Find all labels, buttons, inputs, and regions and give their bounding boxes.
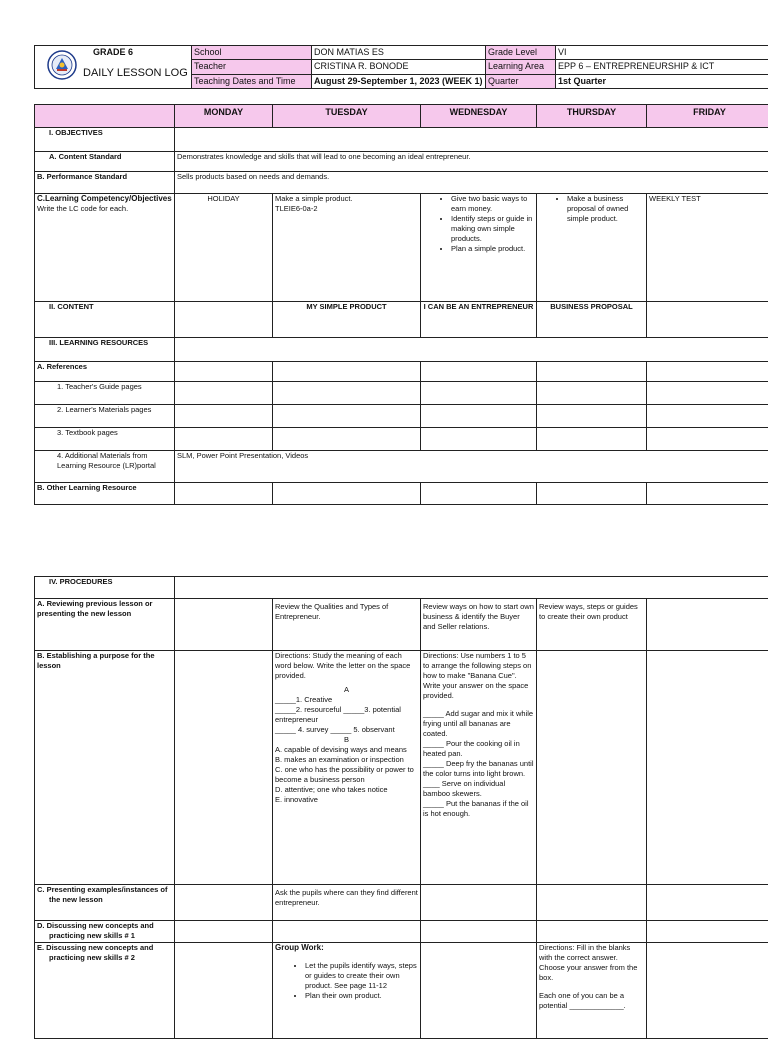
list-item: • Identify steps or guide in making own simple products. bbox=[451, 214, 534, 244]
teacher-label: Teacher bbox=[192, 60, 312, 74]
procedure-a-thursday: Review ways, steps or guides to create their own product bbox=[537, 599, 647, 651]
grade-level-value: VI bbox=[556, 46, 768, 60]
procedure-c-tuesday: Ask the pupils where can they find different entrepreneur. bbox=[273, 885, 421, 921]
b-tue-col-b: B bbox=[275, 735, 418, 745]
content-heading: II. CONTENT bbox=[35, 302, 175, 338]
school-label: School bbox=[192, 46, 312, 60]
deped-seal-icon bbox=[47, 50, 77, 80]
objectives-heading: I. OBJECTIVES bbox=[35, 128, 175, 152]
header-table bbox=[34, 45, 768, 89]
tuesday-competency bbox=[273, 194, 421, 302]
procedure-c-label: C. Presenting examples/instances of the new lesson bbox=[35, 885, 175, 921]
procedure-a-label: A. Reviewing previous lesson or presenting the new lesson bbox=[35, 599, 175, 651]
textbook-label: 3. Textbook pages bbox=[35, 428, 175, 451]
grade-level-label: Grade Level bbox=[486, 46, 556, 60]
group-work-title: Group Work: bbox=[275, 943, 418, 953]
learning-area-label: Learning Area bbox=[486, 60, 556, 74]
procedure-b-tuesday bbox=[273, 651, 421, 885]
procedures-heading: IV. PROCEDURES bbox=[35, 577, 175, 599]
e-thu-directions: Directions: Fill in the blanks with the correct answer. Choose your answer from the box. bbox=[539, 943, 644, 983]
performance-standard-value: Sells products based on needs and demands. bbox=[175, 172, 768, 194]
procedures-table bbox=[34, 576, 768, 1039]
monday-holiday: HOLIDAY bbox=[175, 194, 273, 302]
wednesday-competency bbox=[421, 194, 537, 302]
procedure-b-wednesday bbox=[421, 651, 537, 885]
lesson-log-table bbox=[34, 104, 768, 505]
learning-area-value: EPP 6 – ENTREPRENEURSHIP & ICT bbox=[556, 60, 768, 74]
list-item: • Give two basic ways to earn money. bbox=[451, 194, 534, 214]
tuesday-competency-code: TLEIE6-0a-2 bbox=[275, 204, 418, 214]
content-tuesday: MY SIMPLE PRODUCT bbox=[273, 302, 421, 338]
additional-materials-label: 4. Additional Materials from Learning Resource (LR)portal bbox=[35, 451, 175, 483]
procedure-d-label: D. Discussing new concepts and practicing new skills # 1 bbox=[35, 921, 175, 943]
day-wednesday: WEDNESDAY bbox=[421, 105, 537, 128]
b-tue-line1: _____1. Creative bbox=[275, 695, 418, 705]
days-header-row bbox=[35, 105, 768, 128]
list-item: • Plan a simple product. bbox=[451, 244, 534, 254]
e-thu-sentence: Each one of you can be a potential _____________. bbox=[539, 991, 644, 1011]
teachers-guide-label: 1. Teacher's Guide pages bbox=[35, 382, 175, 405]
b-tue-option-e: E. innovative bbox=[275, 795, 418, 805]
procedure-e-label: E. Discussing new concepts and practicing new skills # 2 bbox=[35, 943, 175, 1039]
b-wed-step1: _____ Add sugar and mix it while frying until all bananas are coated. bbox=[423, 709, 534, 739]
header-logo-cell bbox=[35, 46, 192, 89]
friday-weekly-test: WEEKLY TEST bbox=[647, 194, 768, 302]
list-item: • Make a business proposal of owned simple product. bbox=[567, 194, 644, 224]
dates-label: Teaching Dates and Time bbox=[192, 74, 312, 88]
competency-label-cell bbox=[35, 194, 175, 302]
competency-label: C.Learning Competency/Objectives bbox=[37, 194, 172, 204]
b-wed-step3: _____ Deep fry the bananas until the color turns into light brown. bbox=[423, 759, 534, 779]
b-wed-intro: Directions: Use numbers 1 to 5 to arrange the following steps on how to make "Banana Cue". Write your answer on the space provided. bbox=[423, 651, 534, 701]
dates-value: August 29-September 1, 2023 (WEEK 1) bbox=[312, 74, 486, 88]
procedure-e-tuesday bbox=[273, 943, 421, 1039]
content-standard-label: A. Content Standard bbox=[35, 152, 175, 172]
teacher-value: CRISTINA R. BONODE bbox=[312, 60, 486, 74]
b-tue-option-b: B. makes an examination or inspection bbox=[275, 755, 418, 765]
day-monday: MONDAY bbox=[175, 105, 273, 128]
competency-note: Write the LC code for each. bbox=[37, 204, 172, 214]
procedure-e-thursday bbox=[537, 943, 647, 1039]
learning-resources-heading: III. LEARNING RESOURCES bbox=[35, 338, 175, 362]
performance-standard-label: B. Performance Standard bbox=[35, 172, 175, 194]
day-friday: FRIDAY bbox=[647, 105, 768, 128]
list-item: • Let the pupils identify ways, steps or guides to create their own product. See page 11-12 bbox=[305, 961, 418, 991]
b-tue-intro: Directions: Study the meaning of each word below. Write the letter on the space provided. bbox=[275, 651, 418, 681]
b-tue-option-c: C. one who has the possibility or power to become a business person bbox=[275, 765, 418, 785]
additional-materials-value: SLM, Power Point Presentation, Videos bbox=[175, 451, 768, 483]
day-thursday: THURSDAY bbox=[537, 105, 647, 128]
other-resources-label: B. Other Learning Resource bbox=[35, 483, 175, 505]
grade-label: GRADE 6 bbox=[35, 46, 191, 58]
procedure-a-tuesday: Review the Qualities and Types of Entrepreneur. bbox=[273, 599, 421, 651]
quarter-label: Quarter bbox=[486, 74, 556, 88]
b-wed-step2: _____ Pour the cooking oil in heated pan. bbox=[423, 739, 534, 759]
procedure-a-wednesday: Review ways on how to start own business & identify the Buyer and Seller relations. bbox=[421, 599, 537, 651]
b-tue-line3: _____ 4. survey _____ 5. observant bbox=[275, 725, 418, 735]
tuesday-competency-line1: Make a simple product. bbox=[275, 194, 418, 204]
day-tuesday: TUESDAY bbox=[273, 105, 421, 128]
content-standard-value: Demonstrates knowledge and skills that will lead to one becoming an ideal entrepreneur. bbox=[175, 152, 768, 172]
list-item: • Plan their own product. bbox=[305, 991, 418, 1001]
b-tue-line2: _____2. resourceful _____3. potential entrepreneur bbox=[275, 705, 418, 725]
references-label: A. References bbox=[35, 362, 175, 382]
quarter-value: 1st Quarter bbox=[556, 74, 768, 88]
content-wednesday: I CAN BE AN ENTREPRENEUR bbox=[421, 302, 537, 338]
school-value: DON MATIAS ES bbox=[312, 46, 486, 60]
b-tue-option-d: D. attentive; one who takes notice bbox=[275, 785, 418, 795]
learners-materials-label: 2. Learner's Materials pages bbox=[35, 405, 175, 428]
b-tue-option-a: A. capable of devising ways and means bbox=[275, 745, 418, 755]
b-wed-step4: ____ Serve on individual bamboo skewers. bbox=[423, 779, 534, 799]
daily-lesson-log-title: DAILY LESSON LOG bbox=[83, 67, 188, 79]
content-thursday: BUSINESS PROPOSAL bbox=[537, 302, 647, 338]
thursday-competency bbox=[537, 194, 647, 302]
procedure-b-label: B. Establishing a purpose for the lesson bbox=[35, 651, 175, 885]
b-wed-step5: _____ Put the bananas if the oil is hot enough. bbox=[423, 799, 534, 819]
b-tue-col-a: A bbox=[275, 685, 418, 695]
